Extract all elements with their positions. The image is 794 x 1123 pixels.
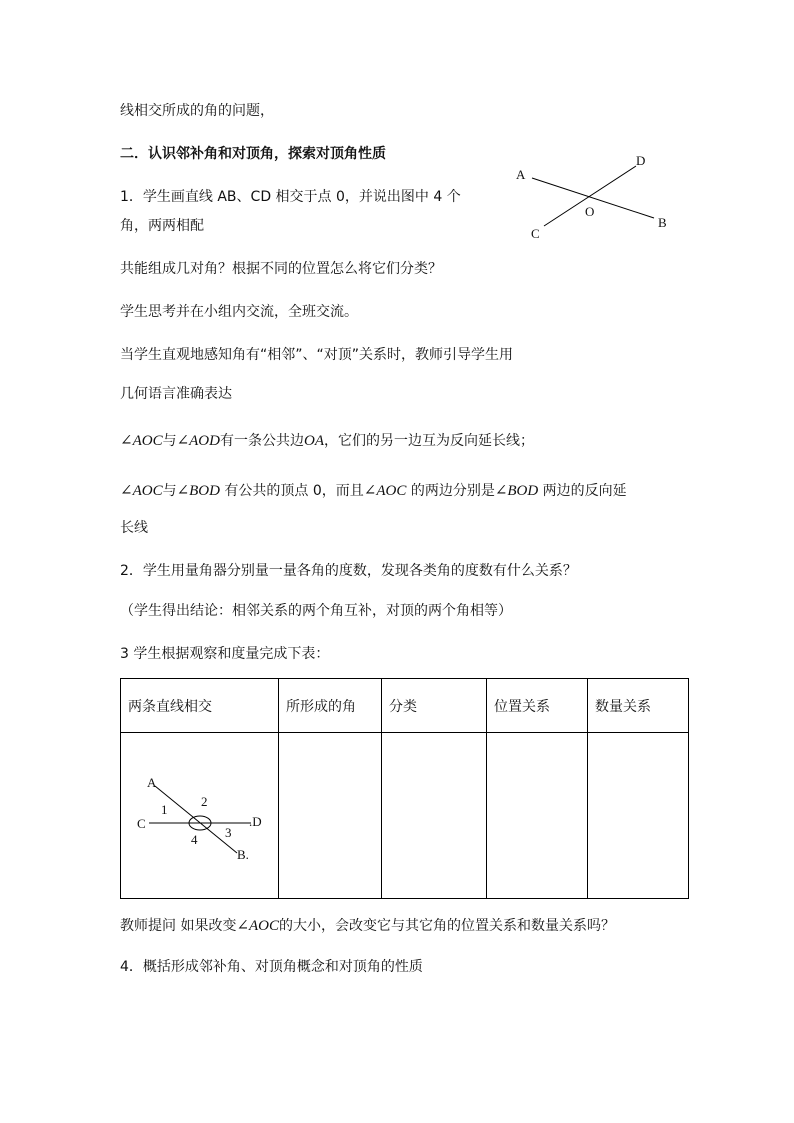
- table-cell-empty[interactable]: [487, 733, 588, 899]
- math-segment: OA: [303, 433, 324, 449]
- step-4-text: 4．概括形成邻补角、对顶角概念和对顶角的性质: [120, 959, 423, 975]
- activity-text: 学生思考并在小组内交流，全班交流。: [120, 304, 358, 320]
- step-2-text: 2．学生用量角器分别量一量各角的度数，发现各类角的度数有什么关系？: [120, 563, 577, 579]
- teacher-question: [120, 916, 615, 936]
- label-c: C: [531, 226, 540, 241]
- math-angle: ∠BOD: [176, 483, 220, 499]
- section-heading: 二．认识邻补角和对顶角，探索对顶角性质: [120, 146, 386, 162]
- label-d: D: [636, 153, 646, 168]
- label-o: O: [585, 204, 595, 219]
- table-cell-empty[interactable]: [382, 733, 487, 899]
- question-text: 共能组成几对角？根据不同的位置怎么将它们分类？: [120, 261, 442, 277]
- math-angle: ∠AOD: [176, 433, 220, 449]
- table-header-cell: 所形成的角: [279, 679, 382, 733]
- table-cell-empty[interactable]: [588, 733, 689, 899]
- label-c: C: [137, 815, 146, 831]
- label-b: B.: [237, 846, 249, 862]
- text-run: 教师提问 如果改变: [120, 918, 237, 934]
- angle-label-4: 4: [191, 831, 198, 847]
- angle-label-2: 2: [201, 793, 208, 809]
- label-a: A: [516, 167, 526, 182]
- text-run: 有一条公共边: [219, 433, 304, 449]
- angle-figure: [121, 756, 279, 876]
- step-3-text: 3 学生根据观察和度量完成下表：: [120, 646, 330, 662]
- step-1-text-continued: 角，两两相配: [120, 218, 204, 234]
- table-cell-figure: [121, 733, 279, 899]
- statement-adjacent-angles: [120, 431, 534, 451]
- table-row: [121, 733, 689, 899]
- table-header-cell: 数量关系: [588, 679, 689, 733]
- statement-vertical-angles-continued: 长线: [120, 520, 148, 536]
- math-angle: ∠AOC: [363, 483, 407, 499]
- math-angle: ∠BOD: [494, 483, 539, 499]
- math-angle: ∠AOC: [236, 918, 280, 934]
- conclusion-text: （学生得出结论：相邻关系的两个角互补，对顶的两个角相等）: [120, 603, 512, 619]
- guidance-text: 当学生直观地感知角有“相邻”、“对顶”关系时，教师引导学生用: [120, 347, 514, 363]
- text-run: 两边的反向延: [538, 483, 627, 499]
- text-run: 与: [162, 433, 177, 449]
- table-header-cell: 分类: [382, 679, 487, 733]
- math-angle: ∠AOC: [120, 483, 163, 499]
- angle-classification-table: [120, 678, 689, 899]
- math-angle: ∠AOC: [120, 433, 163, 449]
- angle-label-1: 1: [161, 801, 168, 817]
- text-run: 有公共的顶点 0，而且: [219, 483, 364, 499]
- text-run: ，它们的另一边互为反向延长线；: [323, 433, 534, 449]
- angle-label-3: 3: [225, 824, 232, 840]
- label-b: B: [658, 215, 667, 230]
- text-run: 的大小，会改变它与其它角的位置关系和数量关系吗？: [279, 918, 616, 934]
- paragraph-intro-continuation: 线相交所成的角的问题，: [120, 103, 274, 119]
- table-header-cell: 两条直线相交: [121, 679, 279, 733]
- text-run: 与: [162, 483, 177, 499]
- table-header-cell: 位置关系: [487, 679, 588, 733]
- text-run: 的两边分别是: [406, 483, 495, 499]
- statement-vertical-angles: [120, 481, 627, 501]
- table-cell-empty[interactable]: [279, 733, 382, 899]
- guidance-text-continued: 几何语言准确表达: [120, 386, 232, 402]
- step-1-text: 1．学生画直线 AB、CD 相交于点 0，并说出图中 4 个: [120, 189, 461, 205]
- intersecting-lines-figure: [508, 148, 688, 248]
- label-a: A: [147, 774, 157, 790]
- label-d: .D: [249, 813, 262, 829]
- table-header-row: [121, 679, 689, 733]
